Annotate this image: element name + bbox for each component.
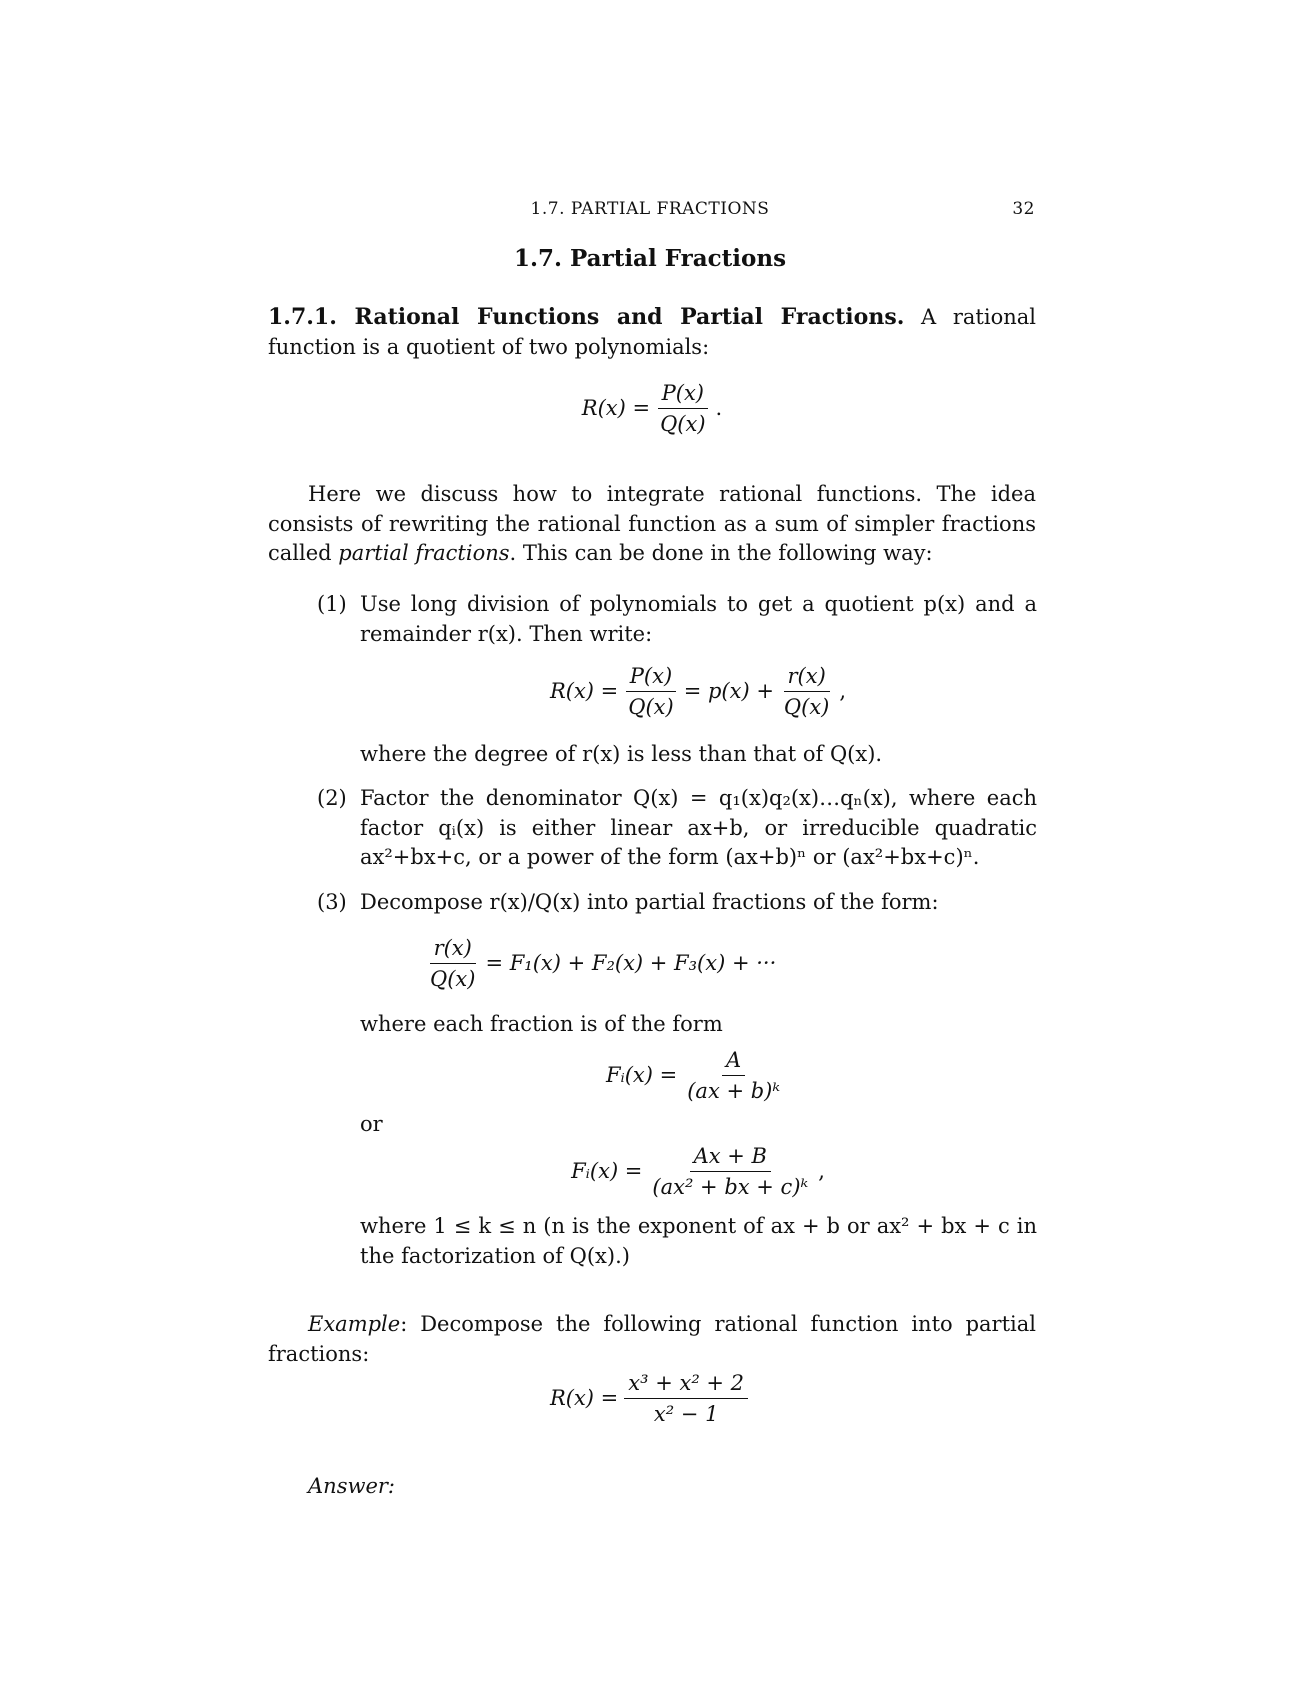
item-1-label: (1) <box>317 592 347 616</box>
eq1-fraction <box>656 381 709 436</box>
eq3-fraction <box>426 936 479 991</box>
list-item-2 <box>317 784 1037 873</box>
item-3-or-text: or <box>360 1112 383 1136</box>
para2-emphasis: partial fractions <box>338 541 510 565</box>
item-3-text: Decompose r(x)/Q(x) into partial fractions of the form: <box>360 890 939 914</box>
eq5-tail: , <box>818 1159 825 1183</box>
eq4-numerator: A <box>722 1048 745 1076</box>
eq6-denominator: x² − 1 <box>653 1401 719 1426</box>
eq3-denominator: Q(x) <box>430 966 476 991</box>
para2-before: Here we discuss how to integrate rational functions. The idea consists of rewriting the rational function as a sum of simpler fractions called <box>268 482 1036 565</box>
page-number: 32 <box>1012 199 1035 219</box>
list-item-3-where <box>317 1010 1037 1040</box>
item-2-label: (2) <box>317 786 347 810</box>
item-1-after-text: where the degree of r(x) is less than that of Q(x). <box>360 742 883 766</box>
eq2-denominator-2: Q(x) <box>783 694 830 719</box>
subsection-title: 1.7.1. Rational Functions and Partial Fractions. <box>268 304 905 330</box>
eq5-lhs: Fᵢ(x) = <box>571 1159 643 1183</box>
eq6-lhs: R(x) = <box>549 1386 619 1410</box>
equation-example <box>268 1362 1036 1434</box>
eq6-numerator: x³ + x² + 2 <box>624 1371 748 1399</box>
section-title: 1.7. Partial Fractions <box>513 245 787 272</box>
item-3-where-text: where each fraction is of the form <box>360 1012 723 1036</box>
example-label: Example <box>308 1312 401 1336</box>
eq3-numerator: r(x) <box>430 936 476 964</box>
eq4-denominator: (ax + b)ᵏ <box>687 1078 781 1103</box>
eq2-denominator-1: Q(x) <box>628 694 674 719</box>
eq4-fraction <box>683 1048 784 1103</box>
eq1-numerator: P(x) <box>658 381 708 409</box>
equation-long-division <box>360 655 1036 727</box>
intro-paragraph <box>268 480 1036 569</box>
equation-rational-function <box>268 372 1036 444</box>
eq5-fraction <box>648 1144 812 1199</box>
para2-after: . This can be done in the following way: <box>509 541 933 565</box>
subsection-paragraph <box>268 303 1036 362</box>
eq2-middle: = p(x) + <box>683 679 774 703</box>
answer-label: Answer: <box>308 1474 395 1498</box>
eq2-lhs: R(x) = <box>549 679 619 703</box>
eq6-fraction <box>624 1371 748 1426</box>
list-item-3 <box>317 888 1037 918</box>
eq2-fraction-1 <box>624 664 677 719</box>
example-text: : Decompose the following rational function into partial fractions: <box>268 1312 1036 1366</box>
eq2-fraction-2 <box>780 664 833 719</box>
item-3-label: (3) <box>317 890 347 914</box>
item-3-final-text: where 1 ≤ k ≤ n (n is the exponent of ax + b or ax² + bx + c in the factorization of Q(x).) <box>360 1214 1037 1268</box>
list-item-1 <box>317 590 1037 649</box>
subsection-intro: A rational function is a quotient of two polynomials: <box>268 305 1036 359</box>
list-item-1-after <box>317 740 1037 770</box>
item-1-text: Use long division of polynomials to get a quotient p(x) and a remainder r(x). Then write: <box>360 592 1037 646</box>
item-2-text: Factor the denominator Q(x) = q₁(x)q₂(x)…qₙ(x), where each factor qᵢ(x) is either linear ax+b, or irreducible quadratic ax²+bx+c, or a power of the form (ax+b)ⁿ or (ax²+bx+c)ⁿ. <box>360 786 1037 869</box>
eq1-denominator: Q(x) <box>660 411 706 436</box>
eq2-numerator-1: P(x) <box>626 664 676 692</box>
eq5-denominator: (ax² + bx + c)ᵏ <box>652 1174 809 1199</box>
eq1-tail: . <box>715 396 723 420</box>
equation-decomposition <box>420 928 860 998</box>
eq2-numerator-2: r(x) <box>784 664 830 692</box>
running-title: 1.7. PARTIAL FRACTIONS <box>530 199 770 219</box>
eq3-rhs: = F₁(x) + F₂(x) + F₃(x) + ··· <box>485 951 777 975</box>
eq5-numerator: Ax + B <box>690 1144 771 1172</box>
eq2-tail: , <box>839 679 847 703</box>
equation-linear-form <box>360 1040 1036 1110</box>
list-item-3-final <box>317 1212 1037 1271</box>
equation-quadratic-form <box>360 1136 1036 1206</box>
eq1-lhs: R(x) = <box>581 396 651 420</box>
example-paragraph <box>268 1310 1036 1369</box>
eq4-lhs: Fᵢ(x) = <box>605 1063 678 1087</box>
